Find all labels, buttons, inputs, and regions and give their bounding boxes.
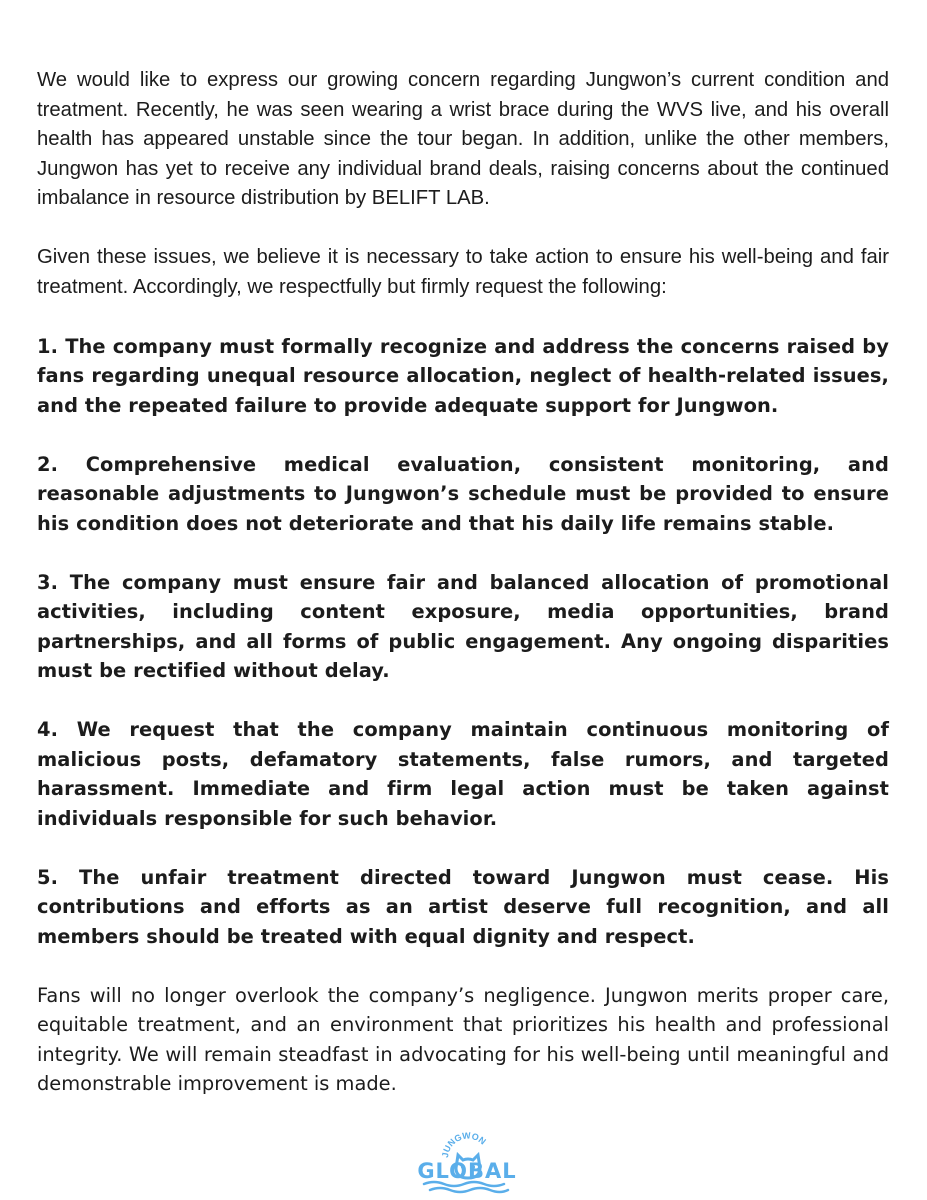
demand-item-4: 4. We request that the company maintain continuous monitoring of malicious posts, defamatory statements, false rumors, and targeted harassment. Immediate and firm legal action must be taken against individuals responsible for such behavior.	[37, 718, 889, 830]
demand-item-5: 5. The unfair treatment directed toward Jungwon must cease. His contributions and efforts as an artist deserve full recognition, and all members should be treated with equal dignity and respect.	[37, 865, 889, 948]
wave-lines-icon	[424, 1182, 508, 1192]
spacer	[37, 686, 889, 716]
statement-document	[37, 66, 889, 1099]
closing-paragraph: Fans will no longer overlook the company’s negligence. Jungwon merits proper care, equitable treatment, and an environment that prioritizes his health and professional integrity. We will remain steadfast in advocating for his well-being until meaningful and demonstrable improvement is made.	[37, 983, 889, 1095]
spacer	[37, 420, 889, 450]
logo-arc-text: JUNGWON	[439, 1130, 488, 1159]
spacer	[37, 214, 889, 244]
spacer	[37, 538, 889, 568]
demand-item-3: 3. The company must ensure fair and balanced allocation of promotional activities, including content exposure, media opportunities, brand partnerships, and all forms of public engagement. Any ongoing disparities must be rectified without delay.	[37, 570, 889, 682]
intro-paragraph-request: Given these issues, we believe it is necessary to take action to ensure his well-being and fair treatment. Accordingly, we respectfully but firmly request the following:	[37, 246, 889, 298]
demand-item-1: 1. The company must formally recognize and address the concerns raised by fans regarding unequal resource allocation, neglect of health-related issues, and the repeated failure to provide adequate support for Jungwon.	[37, 334, 889, 417]
spacer	[37, 302, 889, 332]
spacer	[37, 951, 889, 981]
intro-paragraph-concern: We would like to express our growing concern regarding Jungwon’s current condition and treatment. Recently, he was seen wearing a wrist brace during the WVS live, and his overall health has appeared unstable since the tour began. In addition, unlike the other members, Jungwon has yet to receive any individual brand deals, raising concerns about the continued imbalance in resource distribution by BELIFT LAB.	[37, 69, 889, 209]
demand-item-2: 2. Comprehensive medical evaluation, consistent monitoring, and reasonable adjustments to Jungwon’s schedule must be provided to ensure his condition does not deteriorate and that his daily life remains stable.	[37, 452, 889, 535]
jungwon-global-logo	[412, 1128, 522, 1194]
spacer	[37, 833, 889, 863]
logo-main-text: GLOBAL	[417, 1159, 517, 1183]
